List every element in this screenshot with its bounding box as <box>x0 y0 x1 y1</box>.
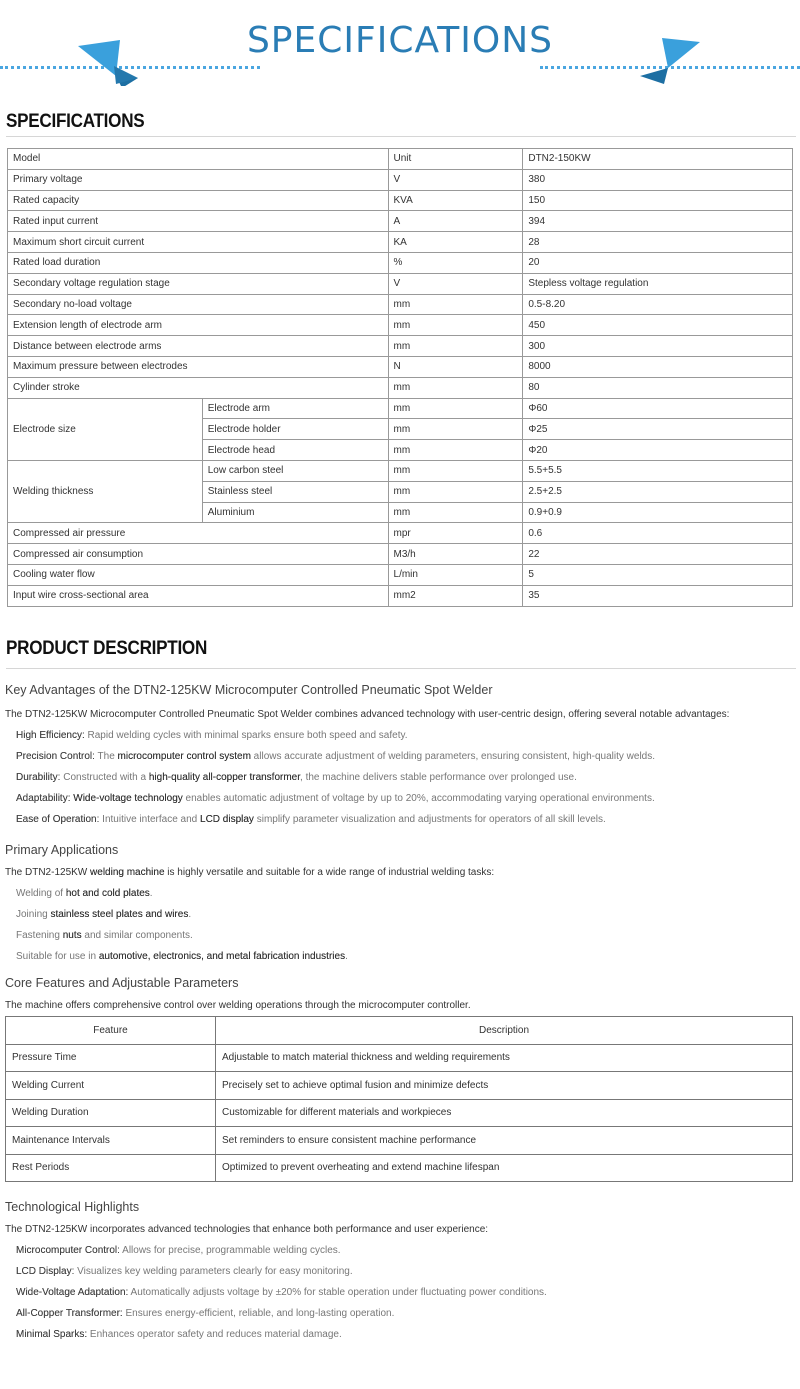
advantage-item <box>0 772 800 783</box>
desc-heading-rule <box>6 668 796 669</box>
highlight-text: Enhances operator safety and reduces material damage. <box>87 1329 342 1340</box>
spec-row <box>8 273 793 294</box>
features-row <box>6 1127 793 1155</box>
spec-param: Model <box>8 149 389 170</box>
spec-unit: V <box>388 169 523 190</box>
spec-value: 80 <box>523 377 793 398</box>
spec-row <box>8 398 793 419</box>
spec-param: Primary voltage <box>8 169 389 190</box>
highlight-text: Allows for precise, programmable welding cycles. <box>119 1245 341 1256</box>
spec-param: Maximum pressure between electrodes <box>8 356 389 377</box>
spec-heading: SPECIFICATIONS <box>6 111 145 132</box>
spec-unit: mm <box>388 336 523 357</box>
application-text-pre: Welding of <box>16 888 66 899</box>
spec-table <box>7 148 793 607</box>
highlights-list <box>0 1245 800 1340</box>
advantages-title: Key Advantages of the DTN2-125KW Microcomputer Controlled Pneumatic Spot Welder <box>5 683 493 697</box>
spec-unit: mm <box>388 460 523 481</box>
spec-value: 0.6 <box>523 523 793 544</box>
spec-row <box>8 252 793 273</box>
spec-unit: mm <box>388 440 523 461</box>
spec-row <box>8 585 793 606</box>
advantage-text-post: enables automatic adjustment of voltage by up to 20%, accommodating varying operational environments. <box>182 793 655 804</box>
application-item <box>0 951 800 962</box>
advantage-text-bold: Wide-voltage technology <box>73 793 183 804</box>
spec-subparam: Electrode head <box>202 440 388 461</box>
highlight-term: Microcomputer Control: <box>16 1245 120 1256</box>
advantage-text-pre: Intuitive interface and <box>99 814 201 825</box>
feature-name: Welding Current <box>6 1072 216 1100</box>
spec-value: 450 <box>523 315 793 336</box>
spec-unit: mm2 <box>388 585 523 606</box>
highlight-term: Wide-Voltage Adaptation: <box>16 1287 129 1298</box>
spec-unit: mm <box>388 315 523 336</box>
features-row <box>6 1072 793 1100</box>
spec-param: Secondary voltage regulation stage <box>8 273 389 294</box>
spec-row <box>8 377 793 398</box>
spec-subparam: Electrode holder <box>202 419 388 440</box>
applications-intro <box>0 867 800 878</box>
spec-row <box>8 460 793 481</box>
spec-heading-rule <box>6 136 796 137</box>
application-item <box>0 930 800 941</box>
spec-unit: mm <box>388 502 523 523</box>
spec-param: Rated input current <box>8 211 389 232</box>
spec-value: 2.5+2.5 <box>523 481 793 502</box>
feature-description: Set reminders to ensure consistent machine performance <box>216 1127 793 1155</box>
features-row <box>6 1044 793 1072</box>
spec-value: 150 <box>523 190 793 211</box>
spec-unit: V <box>388 273 523 294</box>
features-header-description: Description <box>216 1017 793 1045</box>
spec-value: DTN2-150KW <box>523 149 793 170</box>
application-text-bold: stainless steel plates and wires <box>50 909 189 920</box>
spec-value: 0.5-8.20 <box>523 294 793 315</box>
spec-value: Φ20 <box>523 440 793 461</box>
highlight-item <box>0 1287 800 1298</box>
spec-param: Extension length of electrode arm <box>8 315 389 336</box>
spec-value: 28 <box>523 232 793 253</box>
spec-unit: mm <box>388 481 523 502</box>
advantage-term: High Efficiency: <box>16 730 85 741</box>
spec-param: Compressed air pressure <box>8 523 389 544</box>
features-table <box>5 1016 793 1182</box>
spec-value: 8000 <box>523 356 793 377</box>
spec-group-label: Welding thickness <box>8 460 203 522</box>
feature-name: Welding Duration <box>6 1099 216 1127</box>
spec-unit: mm <box>388 398 523 419</box>
spec-unit: mm <box>388 294 523 315</box>
spec-header-row <box>8 149 793 170</box>
features-title: Core Features and Adjustable Parameters <box>5 976 239 990</box>
spec-param: Rated load duration <box>8 252 389 273</box>
feature-description: Optimized to prevent overheating and extend machine lifespan <box>216 1154 793 1182</box>
spec-unit: Unit <box>388 149 523 170</box>
spec-value: 300 <box>523 336 793 357</box>
spec-param: Cooling water flow <box>8 564 389 585</box>
advantage-text-pre: Constructed with a <box>60 772 149 783</box>
application-text-bold: nuts <box>62 930 82 941</box>
spec-row <box>8 564 793 585</box>
application-text-bold: hot and cold plates <box>65 888 150 899</box>
spec-unit: KA <box>388 232 523 253</box>
advantages-intro: The DTN2-125KW Microcomputer Controlled Pneumatic Spot Welder combines advanced technology with user-centric design, offering several notable advantages: <box>5 709 730 720</box>
spec-row <box>8 169 793 190</box>
highlight-item <box>0 1266 800 1277</box>
application-item <box>0 909 800 920</box>
spec-subparam: Aluminium <box>202 502 388 523</box>
spec-row <box>8 294 793 315</box>
spec-value: 5.5+5.5 <box>523 460 793 481</box>
spec-unit: mm <box>388 419 523 440</box>
spec-value: Stepless voltage regulation <box>523 273 793 294</box>
applications-list <box>0 888 800 962</box>
advantage-text-post: simplify parameter visualization and adjustments for operators of all skill levels. <box>253 814 606 825</box>
application-text-bold: automotive, electronics, and metal fabrication industries <box>98 951 346 962</box>
spec-row <box>8 356 793 377</box>
spec-unit: M3/h <box>388 544 523 565</box>
spec-row <box>8 190 793 211</box>
features-header-feature: Feature <box>6 1017 216 1045</box>
application-text-post: . <box>345 951 348 962</box>
application-text-post: . <box>188 909 192 920</box>
spec-value: 20 <box>523 252 793 273</box>
applications-title: Primary Applications <box>5 843 119 857</box>
advantage-term: Ease of Operation: <box>16 814 100 825</box>
applications-intro-bold: welding machine <box>90 867 165 878</box>
highlight-term: LCD Display: <box>16 1266 75 1277</box>
desc-heading: PRODUCT DESCRIPTION <box>6 638 208 659</box>
highlight-text: Automatically adjusts voltage by ±20% for stable operation under fluctuating power conditions. <box>128 1287 547 1298</box>
feature-name: Rest Periods <box>6 1154 216 1182</box>
application-text-pre: Fastening <box>16 930 63 941</box>
application-text-post: . <box>149 888 153 899</box>
advantage-text-post: allows accurate adjustment of welding parameters, ensuring consistent, high-quality welds. <box>250 751 656 762</box>
spec-unit: N <box>388 356 523 377</box>
highlights-title: Technological Highlights <box>5 1200 140 1214</box>
spec-param: Cylinder stroke <box>8 377 389 398</box>
applications-intro-pre: The DTN2-125KW <box>5 867 91 878</box>
spec-unit: A <box>388 211 523 232</box>
highlight-text: Visualizes key welding parameters clearly for easy monitoring. <box>74 1266 353 1277</box>
highlight-term: Minimal Sparks: <box>16 1329 88 1340</box>
feature-description: Adjustable to match material thickness and welding requirements <box>216 1044 793 1072</box>
advantage-text-bold: high-quality all-copper transformer <box>148 772 301 783</box>
feature-description: Precisely set to achieve optimal fusion and minimize defects <box>216 1072 793 1100</box>
feature-name: Pressure Time <box>6 1044 216 1072</box>
advantage-item <box>0 814 800 825</box>
highlight-item <box>0 1308 800 1319</box>
spec-unit: mm <box>388 377 523 398</box>
application-text-pre: Suitable for use in <box>16 951 99 962</box>
spec-unit: mpr <box>388 523 523 544</box>
feature-description: Customizable for different materials and workpieces <box>216 1099 793 1127</box>
application-item <box>0 888 800 899</box>
advantage-term: Precision Control: <box>16 751 95 762</box>
spec-row <box>8 336 793 357</box>
spec-param: Distance between electrode arms <box>8 336 389 357</box>
highlight-item <box>0 1329 800 1340</box>
advantage-text-post: , the machine delivers stable performance over prolonged use. <box>300 772 577 783</box>
spec-row <box>8 232 793 253</box>
spec-subparam: Electrode arm <box>202 398 388 419</box>
spec-value: 35 <box>523 585 793 606</box>
features-intro: The machine offers comprehensive control over welding operations through the microcomputer controller. <box>5 1000 471 1011</box>
banner <box>0 0 800 92</box>
features-row <box>6 1154 793 1182</box>
spec-row <box>8 544 793 565</box>
spec-value: 5 <box>523 564 793 585</box>
advantage-item <box>0 730 800 741</box>
highlight-text: Ensures energy-efficient, reliable, and long-lasting operation. <box>122 1308 395 1319</box>
advantage-text-pre: Rapid welding cycles with minimal sparks ensure both speed and safety. <box>84 730 408 741</box>
spec-param: Compressed air consumption <box>8 544 389 565</box>
advantage-text-bold: LCD display <box>200 814 254 825</box>
highlight-term: All-Copper Transformer: <box>16 1308 123 1319</box>
advantage-term: Adaptability: <box>16 793 71 804</box>
spec-param: Rated capacity <box>8 190 389 211</box>
advantage-item <box>0 751 800 762</box>
advantage-text-bold: microcomputer control system <box>117 751 251 762</box>
advantage-item <box>0 793 800 804</box>
spec-row <box>8 211 793 232</box>
spec-param: Secondary no-load voltage <box>8 294 389 315</box>
banner-title: SPECIFICATIONS <box>246 20 554 61</box>
application-text-post: and similar components. <box>81 930 193 941</box>
features-row <box>6 1099 793 1127</box>
spec-value: 394 <box>523 211 793 232</box>
spec-value: 0.9+0.9 <box>523 502 793 523</box>
advantage-term: Durability: <box>16 772 61 783</box>
feature-name: Maintenance Intervals <box>6 1127 216 1155</box>
applications-intro-post: is highly versatile and suitable for a wide range of industrial welding tasks: <box>164 867 495 878</box>
application-text-pre: Joining <box>16 909 51 920</box>
spec-value: 22 <box>523 544 793 565</box>
product-description <box>0 683 800 1340</box>
spec-unit: % <box>388 252 523 273</box>
spec-value: Φ25 <box>523 419 793 440</box>
highlight-item <box>0 1245 800 1256</box>
features-header-row <box>6 1017 793 1045</box>
spec-subparam: Low carbon steel <box>202 460 388 481</box>
spec-group-label: Electrode size <box>8 398 203 460</box>
spec-param: Maximum short circuit current <box>8 232 389 253</box>
advantages-list <box>0 730 800 825</box>
spec-value: 380 <box>523 169 793 190</box>
spec-subparam: Stainless steel <box>202 481 388 502</box>
spec-row <box>8 523 793 544</box>
spec-unit: KVA <box>388 190 523 211</box>
advantage-text-pre: The <box>94 751 118 762</box>
spec-row <box>8 315 793 336</box>
highlights-intro: The DTN2-125KW incorporates advanced technologies that enhance both performance and user experience: <box>5 1224 489 1235</box>
spec-unit: L/min <box>388 564 523 585</box>
spec-value: Φ60 <box>523 398 793 419</box>
spec-param: Input wire cross-sectional area <box>8 585 389 606</box>
